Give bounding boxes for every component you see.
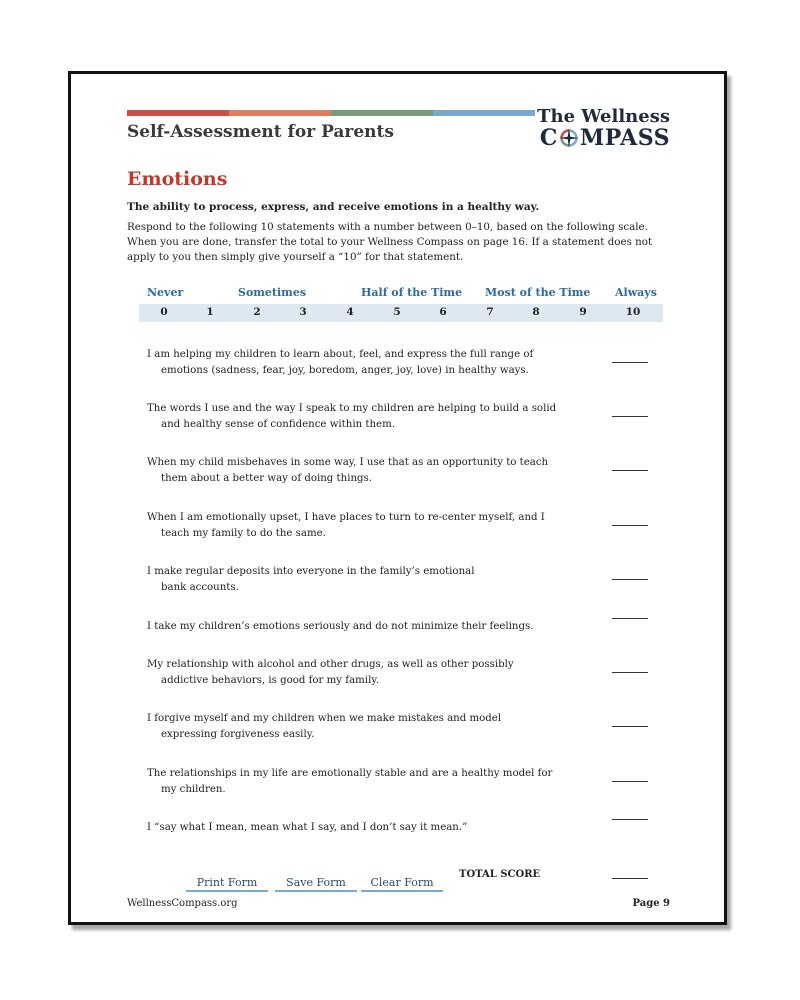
clear-form-button[interactable]: Clear Form	[361, 874, 443, 892]
scale-number: 2	[253, 306, 261, 318]
footer-website: WellnessCompass.org	[127, 898, 238, 909]
statement-10	[147, 820, 567, 836]
scale-number: 7	[486, 306, 494, 318]
statement-text: I take my children’s emotions seriously and do not minimize their feelings.	[147, 621, 534, 632]
statement-9	[147, 766, 567, 798]
scale-number: 8	[532, 306, 540, 318]
score-blank-6[interactable]	[612, 618, 648, 619]
scale-label-most: Most of the Time	[485, 286, 591, 299]
logo-line-1: The Wellness	[537, 106, 670, 127]
statement-1	[147, 347, 567, 379]
statement-text-cont: them about a better way of doing things.	[161, 473, 373, 484]
score-blank-2[interactable]	[612, 416, 648, 417]
scale-number: 4	[346, 306, 354, 318]
color-bar-segment-red	[127, 110, 229, 116]
page-title: Self-Assessment for Parents	[127, 122, 394, 142]
section-heading: Emotions	[127, 168, 228, 190]
compass-icon	[559, 128, 579, 148]
scale-numbers	[139, 304, 663, 322]
statement-text-cont: and healthy sense of confidence within them.	[161, 419, 395, 430]
statement-7	[147, 657, 567, 689]
color-bar-segment-blue	[433, 110, 535, 116]
statement-text: The words I use and the way I speak to my children are helping to build a solid	[147, 403, 557, 414]
total-score-label: TOTAL SCORE	[459, 869, 541, 880]
wellness-compass-logo	[537, 107, 670, 149]
logo-letters-mpass: MPASS	[579, 125, 670, 151]
footer-page-number: Page 9	[632, 898, 670, 909]
statement-text: The relationships in my life are emotionally stable and are a healthy model for	[147, 768, 553, 779]
statement-text: I am helping my children to learn about, feel, and express the full range of	[147, 349, 534, 360]
logo-letter-c: C	[539, 125, 558, 151]
scale-number: 5	[393, 306, 401, 318]
score-blank-3[interactable]	[612, 470, 648, 471]
statement-text-cont: teach my family to do the same.	[161, 528, 326, 539]
score-blank-7[interactable]	[612, 672, 648, 673]
scale-number: 3	[299, 306, 307, 318]
statement-4	[147, 510, 567, 542]
statement-text-cont: addictive behaviors, is good for my family.	[161, 675, 379, 686]
logo-line-2	[537, 127, 670, 149]
score-blank-8[interactable]	[612, 726, 648, 727]
scale-label-never: Never	[147, 286, 184, 299]
scale-number: 10	[625, 306, 641, 318]
statement-text-cont: expressing forgiveness easily.	[161, 729, 315, 740]
statement-text-cont: bank accounts.	[161, 582, 239, 593]
scale-number: 6	[439, 306, 447, 318]
score-blank-9[interactable]	[612, 781, 648, 782]
statement-6	[147, 619, 567, 635]
statement-text: I make regular deposits into everyone in the family’s emotional	[147, 566, 475, 577]
statement-8	[147, 711, 567, 743]
instructions-text: Respond to the following 10 statements with a number between 0–10, based on the following scale. When you are done, transfer the total to your Wellness Compass on page 16. If a statement does not apply to you then simply give yourself a “10” for that statement.	[127, 221, 653, 263]
total-score-blank[interactable]	[612, 878, 648, 879]
scale-number: 9	[579, 306, 587, 318]
save-form-button[interactable]: Save Form	[275, 874, 357, 892]
scale-label-half: Half of the Time	[361, 286, 463, 299]
score-blank-1[interactable]	[612, 362, 648, 363]
header-color-bar	[127, 110, 535, 116]
statement-text: I forgive myself and my children when we make mistakes and model	[147, 713, 502, 724]
print-form-button[interactable]: Print Form	[186, 874, 268, 892]
statement-5	[147, 564, 567, 596]
scale-labels	[139, 286, 663, 302]
section-subtitle: The ability to process, express, and receive emotions in a healthy way.	[127, 201, 540, 213]
statement-text: When I am emotionally upset, I have places to turn to re-center myself, and I	[147, 512, 545, 523]
score-blank-5[interactable]	[612, 579, 648, 580]
statement-2	[147, 401, 567, 433]
statement-3	[147, 455, 567, 487]
color-bar-segment-orange	[229, 110, 331, 116]
statement-text: I “say what I mean, mean what I say, and I don’t say it mean.”	[147, 822, 468, 833]
score-blank-4[interactable]	[612, 525, 648, 526]
scale-number: 0	[160, 306, 168, 318]
scale-number: 1	[206, 306, 214, 318]
form-page	[68, 71, 727, 925]
statement-text: My relationship with alcohol and other drugs, as well as other possibly	[147, 659, 514, 670]
statement-text: When my child misbehaves in some way, I use that as an opportunity to teach	[147, 457, 549, 468]
statement-text-cont: my children.	[161, 784, 226, 795]
scale-label-sometimes: Sometimes	[238, 286, 307, 299]
color-bar-segment-green	[331, 110, 433, 116]
scale-label-always: Always	[615, 286, 657, 299]
statement-text-cont: emotions (sadness, fear, joy, boredom, anger, joy, love) in healthy ways.	[161, 365, 529, 376]
score-blank-10[interactable]	[612, 819, 648, 820]
